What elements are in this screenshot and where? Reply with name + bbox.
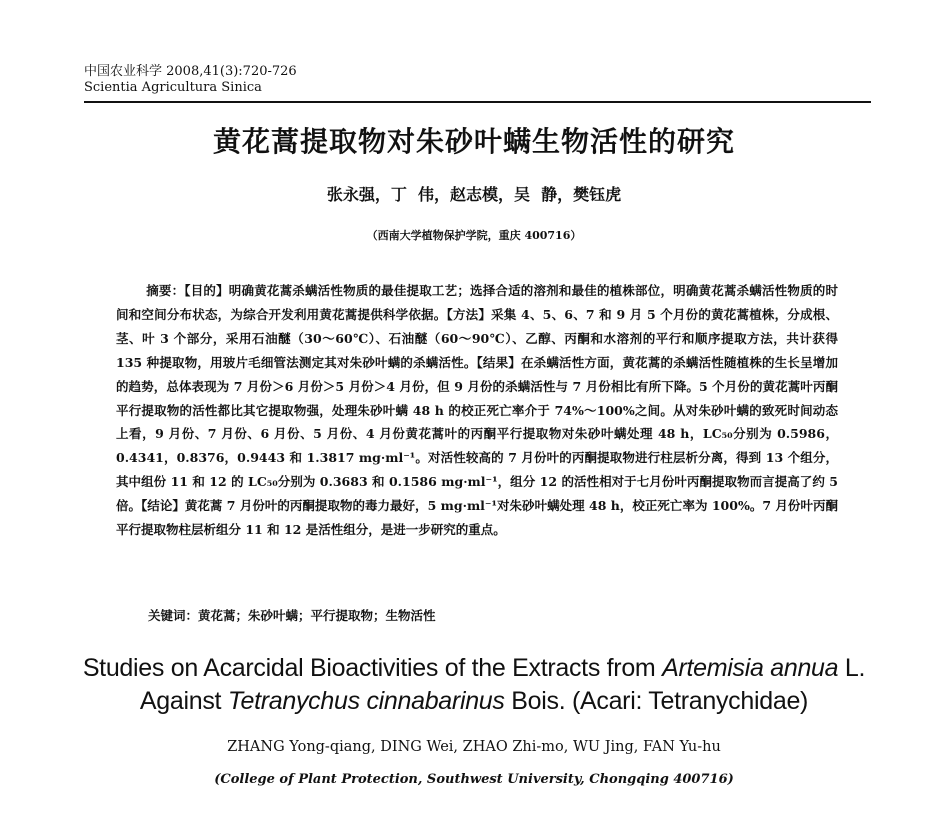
abstract-text: 【目的】明确黄花蒿杀螨活性物质的最佳提取工艺；选择合适的溶剂和最佳的植株部位，明确黄花蒿杀螨活性物质的时间和空间分布状态，为综合开发利用黄花蒿提供科学依据。【方法】采集 4、5、6、7 和 9 月 5 个月份的黄花蒿植株，分成根、茎、叶 3 个部分，采用石油醚（30～60℃）、石油醚（60～90℃）、乙醇、丙酮和水溶剂的平行和顺序提取方法，共计获得 135 种提取物，用玻片毛细管法测定其对朱砂叶螨的杀螨活性。【结果】在杀螨活性方面，黄花蒿的杀螨活性随植株的生长呈增加的趋势，总体表现为 7 月份＞6 月份＞5 月份＞4 月份，但 9 月份的杀螨活性与 7 月份相比有所下降。5 个月份的黄花蒿叶丙酮平行提取物的活性都比其它提取物强，处理朱砂叶螨 48 h 的校正死亡率介于 74%～100%之间。从对朱砂叶螨的致死时间动态上看，9 月份、7 月份、6 月份、5 月份、4 月份黄花蒿叶的丙酮平行提取物对朱砂叶螨处理 48 h，LC₅₀分别为 0.5986，0.4341，0.8376，0.9443 和 1.3817 mg·ml⁻¹。对活性较高的 7 月份叶的丙酮提取物进行柱层析分离，得到 13 个组分，其中组份 11 和 12 的 LC₅₀分别为 0.3683 和 0.1586 mg·ml⁻¹，组分 12 的活性相对于七月份叶丙酮提取物而言提高了约 5 倍。【结论】黄花蒿 7 月份叶的丙酮提取物的毒力最好，5 mg·ml⁻¹对朱砂叶螨处理 48 h，校正死亡率为 100%。7 月份叶丙酮平行提取物柱层析组分 11 和 12 是活性组分，是进一步研究的重点。 — [116, 283, 838, 538]
keywords-text: 黄花蒿；朱砂叶螨；平行提取物；生物活性 — [198, 608, 436, 623]
keywords-label: 关键词： — [148, 608, 199, 623]
abstract-label: 摘要： — [146, 283, 185, 298]
chinese-title: 黄花蒿提取物对朱砂叶螨生物活性的研究 — [212, 125, 735, 158]
english-authors: ZHANG Yong-qiang, DING Wei, ZHAO Zhi-mo, WU Jing, FAN Yu-hu — [227, 739, 721, 755]
english-title — [60, 652, 888, 718]
chinese-keywords — [148, 606, 436, 624]
journal-english-name: Scientia Agricultura Sinica — [84, 80, 262, 95]
chinese-abstract — [116, 279, 838, 542]
chinese-affiliation: （西南大学植物保护学院，重庆 400716） — [366, 229, 582, 242]
english-title-species: Artemisia annua — [662, 654, 839, 682]
english-affiliation: (College of Plant Protection, Southwest University, Chongqing 400716) — [214, 772, 734, 787]
english-title-part: Bois. (Acari: Tetranychidae) — [504, 687, 809, 715]
english-title-species: Tetranychus cinnabarinus — [227, 687, 505, 715]
english-title-part: Studies on Acarcidal Bioactivities of the Extracts from — [82, 654, 663, 682]
english-title-part: L. Against — [139, 654, 866, 715]
header-rule — [84, 101, 871, 103]
journal-citation: 中国农业科学 2008,41(3):720-726 — [84, 64, 297, 79]
journal-header — [84, 64, 297, 96]
chinese-authors: 张永强，丁 伟，赵志模，吴 静，樊钰虎 — [326, 185, 622, 204]
